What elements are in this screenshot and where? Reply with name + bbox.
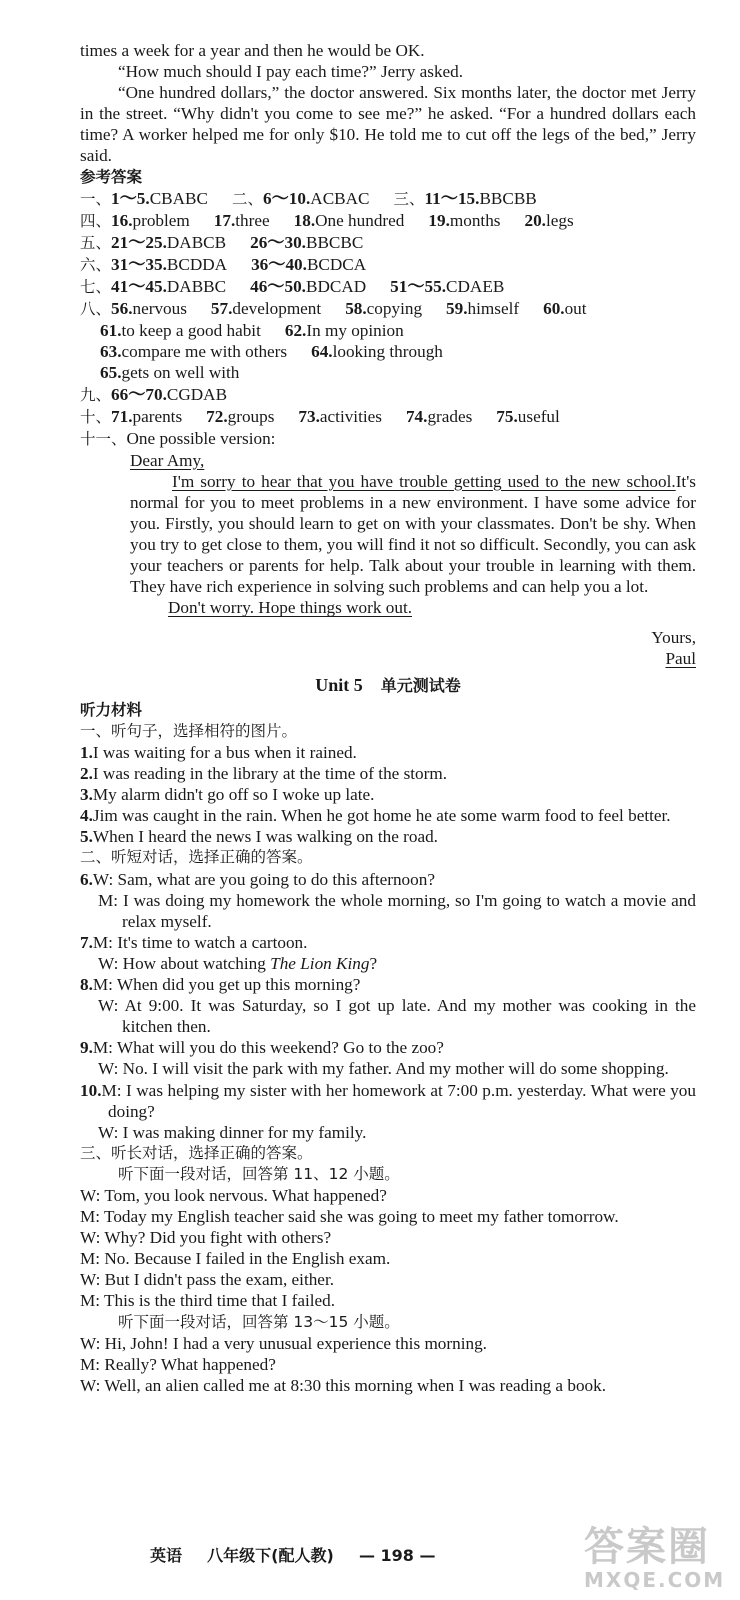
answer-row-41-55: 七、41～45.DABBC 46～50.BDCAD 51～55.CDAEB: [80, 277, 505, 297]
dialogue-item: 10.M: I was helping my sister with her homework at 7:00 p.m. yesterday. What were you doing?: [80, 1080, 696, 1121]
answer-group: 三、11～15.BBCBB: [393, 188, 537, 208]
answer-row-61-62: 61.to keep a good habit 62.In my opinion: [100, 321, 404, 341]
dialogue-line: W: But I didn't pass the exam, either.: [80, 1270, 335, 1290]
section-heading: 一、听句子，选择相符的图片。: [80, 721, 298, 740]
letter-greeting: Dear Amy,: [130, 450, 205, 470]
answer-row-65: 65.gets on well with: [100, 363, 240, 383]
answer-row-63-64: 63.compare me with others 64.looking through: [100, 342, 443, 362]
footer-subject: 英语: [150, 1546, 183, 1565]
dialogue-item: 7.M: It's time to watch a cartoon.: [80, 932, 308, 952]
answer-group: 二、6～10.ACBAC: [231, 188, 370, 208]
dialogue-line: M: This is the third time that I failed.: [80, 1291, 336, 1311]
dialogue-line: M: Really? What happened?: [80, 1354, 276, 1374]
dialogue-intro: 听下面一段对话，回答第 13～15 小题。: [118, 1312, 400, 1331]
answers-heading: 参考答案: [80, 167, 143, 186]
letter-body-text: It's normal for you to meet problems in a new environment. I have some advice for you. Firstly, you should learn to get on with your classmates. Don't be shy. When you try to get close to them, you will find it not so difficult. Secondly, you can ask your teachers or parents for help. Talk about your trouble in learning with them. They have rich experience in solving such problems and can help you a lot.: [130, 471, 696, 597]
story-paragraph: “One hundred dollars,” the doctor answered. Six months later, the doctor met Jerry in the street. “Why didn't you come to see me?” he asked. “For a hundred dollars each time? A worker helped me for only $10. He told me to cut off the legs of the bed,” Jerry said.: [80, 83, 696, 166]
letter-topic-sentence: I'm sorry to hear that you have trouble getting used to the new school.: [172, 471, 676, 491]
answer-row-1-15: [80, 188, 696, 210]
answer-row-71-75: 十、71.parents 72.groups 73.activities 74.grades 75.useful: [80, 406, 560, 426]
section-heading: 二、听短对话，选择正确的答案。: [80, 848, 313, 867]
watermark-text: 答案圈: [584, 1524, 710, 1570]
dialogue-line: M: No. Because I failed in the English exam.: [80, 1249, 391, 1269]
dialogue-line: M: I was doing my homework the whole morning, so I'm going to watch a movie and relax myself.: [98, 890, 696, 931]
dialogue-intro: 听下面一段对话，回答第 11、12 小题。: [118, 1164, 400, 1183]
dialogue-line: M: Today my English teacher said she was going to meet my father tomorrow.: [80, 1207, 619, 1227]
listening-heading: 听力材料: [80, 700, 143, 719]
dialogue-line: W: At 9:00. It was Saturday, so I got up late. And my mother was cooking in the kitchen then.: [98, 996, 696, 1037]
unit-subtitle: 单元测试卷: [380, 675, 461, 695]
answer-group: 一、1～5.CBABC: [80, 188, 208, 208]
dialogue-line: W: Well, an alien called me at 8:30 this morning when I was reading a book.: [80, 1375, 607, 1395]
answer-row-66-70: 九、66～70.CGDAB: [80, 384, 228, 404]
answer-row-16-20: 四、16.problem 17.three 18.One hundred 19.months 20.legs: [80, 210, 574, 230]
page-number: — 198 —: [358, 1546, 436, 1565]
story-line: “How much should I pay each time?” Jerry asked.: [118, 62, 464, 82]
watermark-logo: [584, 1524, 734, 1596]
listening-item: 2.I was reading in the library at the time of the storm.: [80, 764, 448, 784]
listening-item: 5.When I heard the news I was walking on the road.: [80, 827, 438, 847]
dialogue-item: 6.W: Sam, what are you going to do this afternoon?: [80, 869, 435, 889]
answer-row-56-60: 八、56.nervous 57.development 58.copying 59.himself 60.out: [80, 299, 587, 319]
answer-row-21-30: 五、21～25.DABCB 26～30.BBCBC: [80, 232, 364, 252]
dialogue-item: 9.M: What will you do this weekend? Go to the zoo?: [80, 1038, 444, 1058]
page-content: [80, 40, 696, 1396]
dialogue-line: W: Hi, John! I had a very unusual experience this morning.: [80, 1333, 487, 1353]
letter-signature: Paul: [665, 648, 696, 668]
watermark-url: MXQE.COM: [584, 1568, 726, 1592]
listening-item: 4.Jim was caught in the rain. When he got home he ate some warm food to feel better.: [80, 806, 671, 826]
page-footer: [150, 1545, 590, 1566]
section-heading: 三、听长对话，选择正确的答案。: [80, 1143, 313, 1162]
letter-sign-off: Yours,: [651, 627, 696, 647]
answer-row-31-40: 六、31～35.BCDDA 36～40.BCDCA: [80, 254, 367, 274]
dialogue-line: W: Tom, you look nervous. What happened?: [80, 1185, 387, 1205]
dialogue-line: W: How about watching The Lion King?: [98, 953, 378, 973]
unit-heading: [80, 675, 696, 696]
story-line: times a week for a year and then he would be OK.: [80, 41, 425, 60]
footer-grade: 八年级下(配人教): [207, 1546, 334, 1565]
dialogue-line: W: Why? Did you fight with others?: [80, 1228, 332, 1248]
listening-item: 1.I was waiting for a bus when it rained.: [80, 743, 357, 762]
dialogue-item: 8.M: When did you get up this morning?: [80, 975, 361, 995]
letter-body: [80, 471, 696, 598]
dialogue-line: W: I was making dinner for my family.: [98, 1122, 367, 1142]
answer-row-writing: 十一、One possible version:: [80, 428, 276, 448]
unit-title: Unit 5: [315, 674, 363, 695]
letter-closing: Don't worry. Hope things work out.: [168, 598, 413, 618]
listening-item: 3.My alarm didn't go off so I woke up late.: [80, 785, 375, 805]
dialogue-line: W: No. I will visit the park with my father. And my mother will do some shopping.: [98, 1059, 669, 1079]
